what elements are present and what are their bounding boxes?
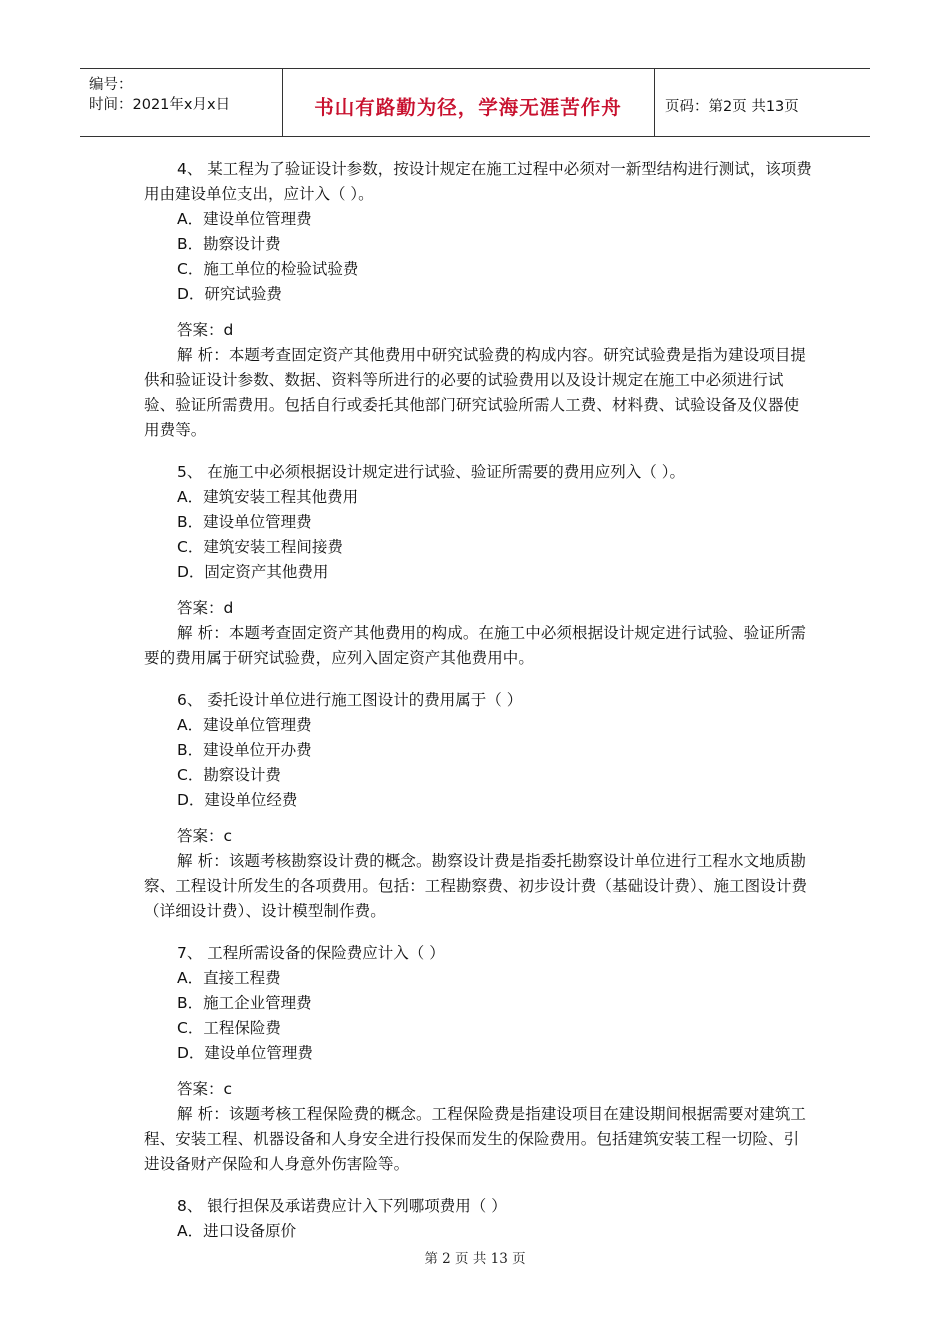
number-label: 编号： xyxy=(89,77,133,93)
answer-block xyxy=(144,1077,812,1177)
header-page-cell xyxy=(655,69,870,136)
option-d: D．建设单位经费 xyxy=(177,791,298,809)
option-d: D．建设单位管理费 xyxy=(177,1044,313,1062)
question-text: 7、 工程所需设备的保险费应计入（ ） xyxy=(177,944,445,962)
option-a: A．建设单位管理费 xyxy=(177,716,312,734)
question-list xyxy=(144,157,812,1261)
answer-block xyxy=(144,596,812,671)
answer-text: 答案：d xyxy=(177,599,234,617)
option-d: D．研究试验费 xyxy=(177,285,282,303)
question-text: 6、 委托设计单位进行施工图设计的费用属于（ ） xyxy=(177,691,523,709)
explanation-text: 解 析：该题考核工程保险费的概念。工程保险费是指建设项目在建设期间根据需要对建筑工程、安装工程、机器设备和人身安全进行投保而发生的保险费用。包括建筑安装工程一切险、引进设备财产保险和人身意外伤害险等。 xyxy=(144,1105,807,1173)
question-block xyxy=(144,688,812,924)
option-a: A．建设单位管理费 xyxy=(177,210,312,228)
option-b: B．建设单位管理费 xyxy=(177,513,312,531)
page-footer: 第 2 页 共 13 页 xyxy=(424,1251,526,1267)
option-c: C．工程保险费 xyxy=(177,1019,281,1037)
option-c: C．勘察设计费 xyxy=(177,766,281,784)
answer-block xyxy=(144,318,812,443)
explanation-text: 解 析：本题考查固定资产其他费用中研究试验费的构成内容。研究试验费是指为建设项目提供和验证设计参数、数据、资料等所进行的必要的试验费用以及设计规定在施工中必须进行试验、验证所需费用。包括自行或委托其他部门研究试验所需人工费、材料费、试验设备及仪器使用费等。 xyxy=(144,346,807,439)
option-c: C．建筑安装工程间接费 xyxy=(177,538,343,556)
option-b: B．建设单位开办费 xyxy=(177,741,312,759)
option-c: C．施工单位的检验试验费 xyxy=(177,260,359,278)
header-motto-cell xyxy=(282,69,655,136)
answer-text: 答案：d xyxy=(177,321,234,339)
date-line: 时间：2021年x月x日 xyxy=(89,97,231,113)
page-info: 页码：第2页 共13页 xyxy=(665,99,799,115)
answer-block xyxy=(144,824,812,924)
option-a: A．建筑安装工程其他费用 xyxy=(177,488,359,506)
question-block xyxy=(144,941,812,1177)
option-a: A．进口设备原价 xyxy=(177,1222,297,1240)
question-block xyxy=(144,1194,812,1244)
question-text: 5、 在施工中必须根据设计规定进行试验、验证所需要的费用应列入（ ）。 xyxy=(177,463,685,481)
question-block xyxy=(144,157,812,443)
option-a: A．直接工程费 xyxy=(177,969,281,987)
option-d: D．固定资产其他费用 xyxy=(177,563,329,581)
question-text: 4、 某工程为了验证设计参数，按设计规定在施工过程中必须对一新型结构进行测试，该项费用由建设单位支出，应计入（ ）。 xyxy=(144,160,812,203)
option-b: B．勘察设计费 xyxy=(177,235,281,253)
explanation-text: 解 析：本题考查固定资产其他费用的构成。在施工中必须根据设计规定进行试验、验证所需要的费用属于研究试验费，应列入固定资产其他费用中。 xyxy=(144,624,807,667)
explanation-text: 解 析：该题考核勘察设计费的概念。勘察设计费是指委托勘察设计单位进行工程水文地质勘察、工程设计所发生的各项费用。包括：工程勘察费、初步设计费（基础设计费）、施工图设计费（详细设计费）、设计模型制作费。 xyxy=(144,852,808,920)
option-b: B．施工企业管理费 xyxy=(177,994,312,1012)
header-meta-cell xyxy=(80,69,283,136)
answer-text: 答案：c xyxy=(177,1080,233,1098)
answer-text: 答案：c xyxy=(177,827,233,845)
question-block xyxy=(144,460,812,671)
motto-text: 书山有路勤为径，学海无涯苦作舟 xyxy=(314,96,622,119)
question-text: 8、 银行担保及承诺费应计入下列哪项费用（ ） xyxy=(177,1197,507,1215)
document-header xyxy=(80,68,870,137)
